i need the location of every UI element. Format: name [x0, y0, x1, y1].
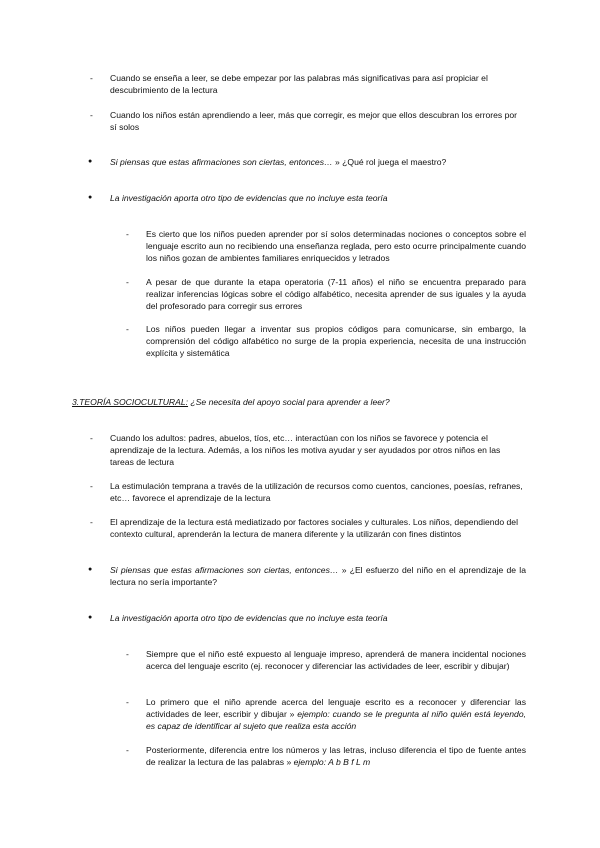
question-rest: » ¿Qué rol juega el maestro? [332, 157, 447, 167]
list-item-text: Cuando los adultos: padres, abuelos, tíos, etc… interactúan con los niños se favorece y potencia el aprendizaje de la lectura. Además, a los niños les motiva ayudar y ser ayudados por otros niños en las tareas de lectura [110, 433, 501, 467]
list-item-plain: Posteriormente, diferencia entre los números y las letras, incluso diferencia el tipo de fuente antes de realizar la lectura de las palabras » [146, 745, 526, 767]
dash-bullet: - [90, 481, 93, 491]
list-item [88, 192, 526, 204]
dot-bullet: ● [88, 614, 93, 621]
list-item [126, 696, 526, 732]
dash-bullet: - [126, 324, 129, 334]
list-item [126, 744, 526, 768]
list-item [88, 612, 526, 624]
dash-bullet: - [90, 110, 93, 120]
question-rest: » ¿El esfuerzo del niño en el aprendizaje de la lectura no sería importante? [110, 565, 526, 587]
dash-bullet: - [126, 649, 129, 659]
list-item [90, 432, 526, 468]
list-item [126, 648, 526, 672]
dash-bullet: - [90, 517, 93, 527]
list-item [126, 276, 526, 312]
dash-bullet: - [126, 697, 129, 707]
section-heading [72, 396, 526, 408]
dot-bullet: ● [88, 158, 93, 165]
list-item-example: ejemplo: A b B f L m [293, 757, 371, 767]
list-item [88, 564, 526, 588]
list-item-text: La estimulación temprana a través de la utilización de recursos como cuentos, canciones, poesías, refranes, etc… favorece el aprendizaje de la lectura [110, 481, 523, 503]
question-text [110, 156, 526, 168]
question-italic: Si piensas que estas afirmaciones son ciertas, entonces… [110, 157, 333, 167]
list-item [90, 480, 526, 504]
dash-bullet: - [90, 433, 93, 443]
list-item [90, 109, 526, 133]
section-heading-question: ¿Se necesita del apoyo social para aprender a leer? [188, 397, 390, 407]
list-item [88, 156, 526, 168]
section-heading-label: 3.TEORÍA SOCIOCULTURAL: [72, 397, 189, 407]
list-item-text: Cuando los niños están aprendiendo a leer, más que corregir, es mejor que ellos descubran los errores por sí solos [110, 110, 518, 132]
list-item-example: ejemplo: cuando se le pregunta al niño quién está leyendo, es capaz de identificar al sujeto que realiza esta acción [146, 709, 526, 731]
list-item-text: Los niños pueden llegar a inventar sus propios códigos para comunicarse, sin embargo, la comprensión del código alfabético no surge de la propia experiencia, necesita de una instrucción explícita y sistemática [146, 324, 526, 358]
list-item-text: A pesar de que durante la etapa operatoria (7-11 años) el niño se encuentra preparado para realizar inferencias lógicas sobre el código alfabético, necesita aprender de sus iguales y la ayuda del profesorado para corregir sus errores [146, 277, 526, 311]
dot-bullet: ● [88, 194, 93, 201]
list-item-text: El aprendizaje de la lectura está mediatizado por factores sociales y culturales. Los niños, dependiendo del contexto cultural, aprenderán la lectura de manera diferente y la utilizarán con fines distintos [110, 517, 518, 539]
dash-bullet: - [126, 277, 129, 287]
list-item [126, 228, 526, 264]
question-italic: Si piensas que estas afirmaciones son ciertas, entonces… [110, 565, 339, 575]
dot-bullet: ● [88, 566, 93, 573]
dash-bullet: - [126, 229, 129, 239]
list-item-plain: Lo primero que el niño aprende acerca del lenguaje escrito es a reconocer y diferenciar las actividades de leer, escribir y dibujar » [146, 697, 526, 719]
list-item-text: Siempre que el niño esté expuesto al lenguaje impreso, aprenderá de manera incidental nociones acerca del lenguaje escrito (ej. reconocer y diferenciar las actividades de leer, escribir y dibujar) [146, 649, 526, 671]
list-item-text: Cuando se enseña a leer, se debe empezar por las palabras más significativas para así propiciar el descubrimiento de la lectura [110, 73, 488, 95]
list-item-text [146, 744, 526, 768]
question-text [110, 564, 526, 588]
list-item [90, 516, 526, 540]
list-item-text [146, 696, 526, 732]
dash-bullet: - [126, 745, 129, 755]
evidence-text: La investigación aporta otro tipo de evidencias que no incluye esta teoría [110, 613, 388, 623]
list-item-text: Es cierto que los niños pueden aprender por sí solos determinadas nociones o conceptos sobre el lenguaje escrito aun no recibiendo una enseñanza reglada, pero esto ocurre principalmente cuando los niños gozan de ambientes familiares enriquecidos y letrados [146, 229, 526, 263]
dash-bullet: - [90, 73, 93, 83]
list-item [126, 323, 526, 359]
list-item [90, 72, 526, 96]
evidence-text: La investigación aporta otro tipo de evidencias que no incluye esta teoría [110, 193, 388, 203]
